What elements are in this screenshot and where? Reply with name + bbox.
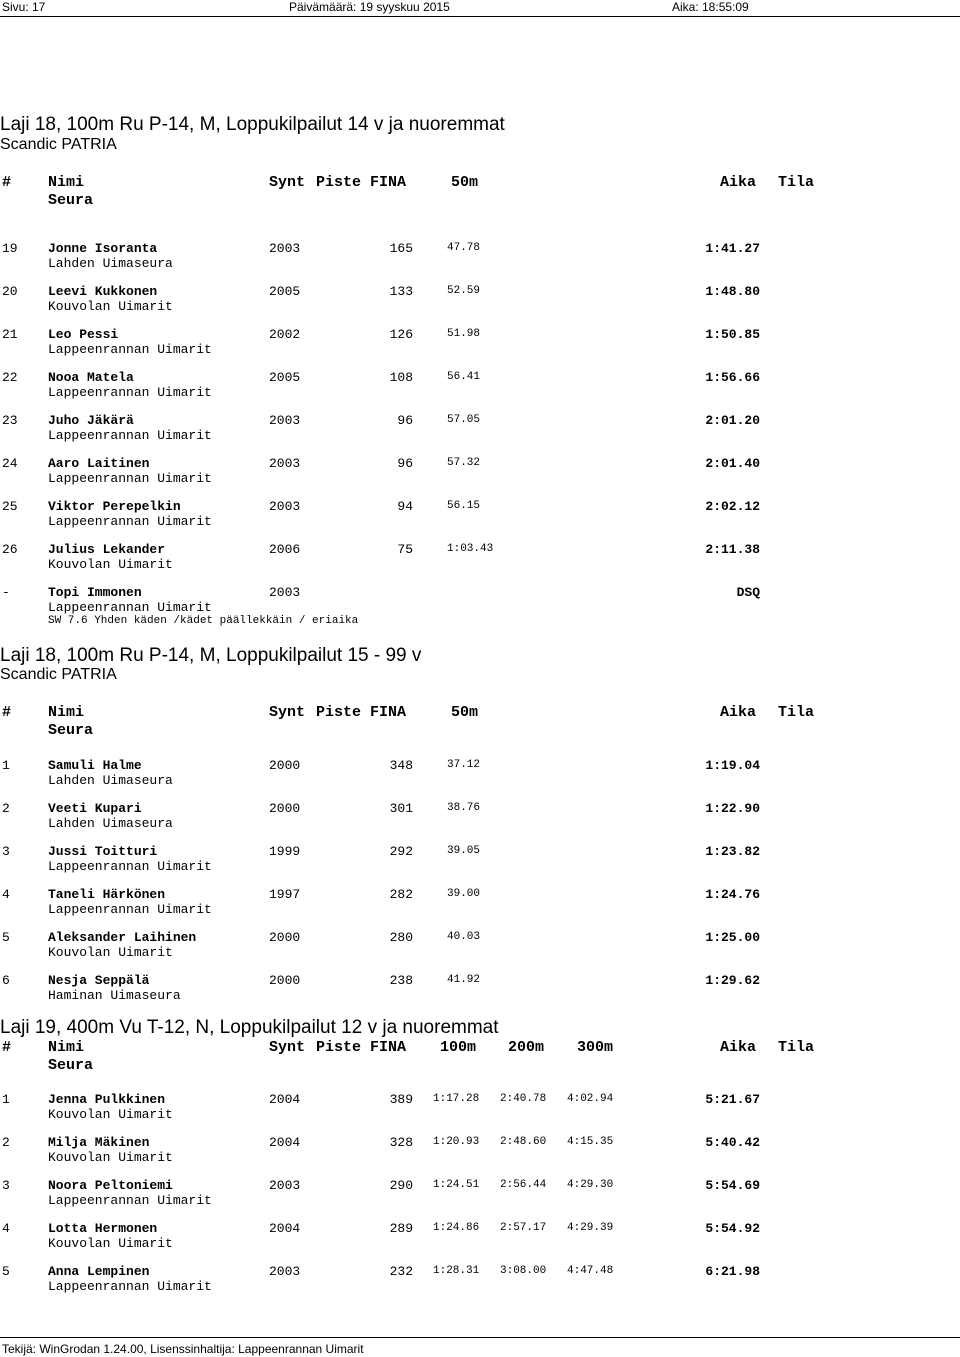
- athlete-club: Lappeenrannan Uimarit: [48, 1279, 212, 1294]
- final-time: 6:21.98: [705, 1264, 760, 1279]
- result-place: -: [2, 585, 10, 600]
- athlete-club: Lappeenrannan Uimarit: [48, 1193, 212, 1208]
- athlete-club: Lappeenrannan Uimarit: [48, 514, 212, 529]
- fina-points: 292: [389, 844, 413, 859]
- result-place: 1: [2, 1092, 10, 1107]
- col-header-name: Nimi: [48, 174, 85, 191]
- fina-points: 108: [389, 370, 413, 385]
- col-header-club: Seura: [48, 722, 94, 739]
- col-header-year: Synt: [269, 704, 306, 721]
- birth-year: 1999: [269, 844, 301, 859]
- event-title: Laji 19, 400m Vu T-12, N, Loppukilpailut 12 v ja nuoremmat: [0, 1017, 499, 1038]
- result-place: 25: [2, 499, 18, 514]
- col-header-time: Aika: [720, 704, 757, 721]
- col-header-points: Piste FINA: [316, 1039, 407, 1056]
- athlete-name: Taneli Härkönen: [48, 887, 166, 902]
- athlete-club: Lappeenrannan Uimarit: [48, 471, 212, 486]
- birth-year: 2005: [269, 370, 301, 385]
- athlete-name: Topi Immonen: [48, 585, 142, 600]
- col-header-club: Seura: [48, 1057, 94, 1074]
- split-time: 1:24.51: [433, 1179, 480, 1191]
- athlete-name: Leevi Kukkonen: [48, 284, 158, 299]
- disqualification-note: SW 7.6 Yhden käden /kädet päällekkäin / eriaika: [48, 615, 359, 627]
- final-time: 5:21.67: [705, 1092, 760, 1107]
- athlete-name: Jussi Toitturi: [48, 844, 158, 859]
- final-time: 2:01.20: [705, 413, 760, 428]
- birth-year: 2002: [269, 327, 301, 342]
- event-sponsor: Scandic PATRIA: [0, 666, 117, 683]
- result-place: 5: [2, 1264, 10, 1279]
- event-title: Laji 18, 100m Ru P-14, M, Loppukilpailut 15 - 99 v: [0, 645, 422, 666]
- final-time: 1:48.80: [705, 284, 760, 299]
- fina-points: 232: [389, 1264, 413, 1279]
- athlete-club: Kouvolan Uimarit: [48, 1107, 173, 1122]
- athlete-name: Lotta Hermonen: [48, 1221, 158, 1236]
- footer-text: Tekijä: WinGrodan 1.24.00, Lisenssinhaltija: Lappeenrannan Uimarit: [2, 1342, 364, 1356]
- col-header-split: 50m: [451, 174, 479, 191]
- final-time: 1:29.62: [705, 973, 760, 988]
- final-time: 2:11.38: [705, 542, 760, 557]
- split-time: 4:29.39: [567, 1222, 614, 1234]
- final-time: 1:19.04: [705, 758, 760, 773]
- final-time: 2:02.12: [705, 499, 760, 514]
- birth-year: 2003: [269, 1178, 301, 1193]
- fina-points: 280: [389, 930, 413, 945]
- athlete-club: Kouvolan Uimarit: [48, 557, 173, 572]
- split-time: 1:24.86: [433, 1222, 480, 1234]
- athlete-club: Haminan Uimaseura: [48, 988, 181, 1003]
- final-time: DSQ: [736, 585, 760, 600]
- col-header-points: Piste FINA: [316, 704, 407, 721]
- col-header-time: Aika: [720, 174, 757, 191]
- split-time: 57.05: [447, 414, 481, 426]
- split-time: 37.12: [447, 759, 481, 771]
- result-place: 1: [2, 758, 10, 773]
- event-sponsor: Scandic PATRIA: [0, 136, 117, 153]
- split-time: 51.98: [447, 328, 481, 340]
- final-time: 1:50.85: [705, 327, 760, 342]
- col-header-split: 300m: [577, 1039, 614, 1056]
- athlete-name: Noora Peltoniemi: [48, 1178, 173, 1193]
- fina-points: 94: [397, 499, 413, 514]
- col-header-year: Synt: [269, 1039, 306, 1056]
- birth-year: 2003: [269, 1264, 301, 1279]
- athlete-name: Viktor Perepelkin: [48, 499, 181, 514]
- result-place: 3: [2, 1178, 10, 1193]
- split-time: 2:57.17: [500, 1222, 547, 1234]
- split-time: 56.15: [447, 500, 481, 512]
- birth-year: 2000: [269, 801, 301, 816]
- athlete-club: Lahden Uimaseura: [48, 816, 173, 831]
- athlete-club: Lahden Uimaseura: [48, 773, 173, 788]
- split-time: 1:17.28: [433, 1093, 480, 1105]
- col-header-split: 200m: [508, 1039, 545, 1056]
- col-header-year: Synt: [269, 174, 306, 191]
- athlete-name: Nooa Matela: [48, 370, 134, 385]
- fina-points: 389: [389, 1092, 413, 1107]
- birth-year: 2004: [269, 1221, 301, 1236]
- athlete-name: Julius Lekander: [48, 542, 166, 557]
- split-time: 57.32: [447, 457, 481, 469]
- split-time: 1:20.93: [433, 1136, 480, 1148]
- result-place: 2: [2, 1135, 10, 1150]
- col-header-place: #: [2, 704, 12, 721]
- final-time: 5:54.69: [705, 1178, 760, 1193]
- page-time: Aika: 18:55:09: [672, 0, 749, 14]
- col-header-place: #: [2, 174, 12, 191]
- result-place: 24: [2, 456, 18, 471]
- athlete-club: Lappeenrannan Uimarit: [48, 859, 212, 874]
- fina-points: 282: [389, 887, 413, 902]
- final-time: 5:40.42: [705, 1135, 760, 1150]
- page-date: Päivämäärä: 19 syyskuu 2015: [289, 0, 450, 14]
- birth-year: 2003: [269, 456, 301, 471]
- athlete-name: Anna Lempinen: [48, 1264, 150, 1279]
- split-time: 2:40.78: [500, 1093, 547, 1105]
- col-header-time: Aika: [720, 1039, 757, 1056]
- athlete-name: Jonne Isoranta: [48, 241, 158, 256]
- split-time: 4:29.30: [567, 1179, 614, 1191]
- athlete-club: Lappeenrannan Uimarit: [48, 385, 212, 400]
- result-place: 23: [2, 413, 18, 428]
- birth-year: 2003: [269, 585, 301, 600]
- birth-year: 2000: [269, 973, 301, 988]
- result-place: 5: [2, 930, 10, 945]
- birth-year: 2000: [269, 758, 301, 773]
- athlete-name: Jenna Pulkkinen: [48, 1092, 166, 1107]
- split-time: 40.03: [447, 931, 481, 943]
- athlete-name: Nesja Seppälä: [48, 973, 150, 988]
- birth-year: 2000: [269, 930, 301, 945]
- athlete-name: Veeti Kupari: [48, 801, 142, 816]
- result-place: 4: [2, 1221, 10, 1236]
- birth-year: 2003: [269, 241, 301, 256]
- athlete-name: Aaro Laitinen: [48, 456, 150, 471]
- fina-points: 96: [397, 456, 413, 471]
- result-place: 3: [2, 844, 10, 859]
- fina-points: 290: [389, 1178, 413, 1193]
- fina-points: 328: [389, 1135, 413, 1150]
- fina-points: 126: [389, 327, 413, 342]
- split-time: 4:02.94: [567, 1093, 614, 1105]
- fina-points: 133: [389, 284, 413, 299]
- final-time: 1:25.00: [705, 930, 760, 945]
- final-time: 5:54.92: [705, 1221, 760, 1236]
- final-time: 1:22.90: [705, 801, 760, 816]
- split-time: 56.41: [447, 371, 481, 383]
- final-time: 1:24.76: [705, 887, 760, 902]
- result-place: 4: [2, 887, 10, 902]
- athlete-club: Lappeenrannan Uimarit: [48, 600, 212, 615]
- fina-points: 348: [389, 758, 413, 773]
- birth-year: 2003: [269, 499, 301, 514]
- split-time: 39.05: [447, 845, 481, 857]
- split-time: 38.76: [447, 802, 481, 814]
- col-header-place: #: [2, 1039, 12, 1056]
- fina-points: 96: [397, 413, 413, 428]
- page-number: Sivu: 17: [2, 0, 46, 14]
- split-time: 2:56.44: [500, 1179, 547, 1191]
- birth-year: 1997: [269, 887, 301, 902]
- split-time: 41.92: [447, 974, 481, 986]
- header-divider: [0, 16, 960, 17]
- athlete-name: Samuli Halme: [48, 758, 142, 773]
- col-header-status: Tila: [778, 174, 815, 191]
- birth-year: 2006: [269, 542, 301, 557]
- split-time: 3:08.00: [500, 1265, 547, 1277]
- final-time: 1:41.27: [705, 241, 760, 256]
- athlete-name: Leo Pessi: [48, 327, 119, 342]
- split-time: 1:28.31: [433, 1265, 480, 1277]
- footer-divider: [0, 1337, 960, 1338]
- col-header-split: 50m: [451, 704, 479, 721]
- athlete-club: Lahden Uimaseura: [48, 256, 173, 271]
- result-place: 2: [2, 801, 10, 816]
- result-place: 19: [2, 241, 18, 256]
- split-time: 4:15.35: [567, 1136, 614, 1148]
- athlete-name: Aleksander Laihinen: [48, 930, 197, 945]
- split-time: 2:48.60: [500, 1136, 547, 1148]
- fina-points: 289: [389, 1221, 413, 1236]
- fina-points: 238: [389, 973, 413, 988]
- birth-year: 2005: [269, 284, 301, 299]
- athlete-club: Lappeenrannan Uimarit: [48, 428, 212, 443]
- col-header-name: Nimi: [48, 704, 85, 721]
- result-place: 6: [2, 973, 10, 988]
- fina-points: 75: [397, 542, 413, 557]
- birth-year: 2004: [269, 1092, 301, 1107]
- event-title: Laji 18, 100m Ru P-14, M, Loppukilpailut 14 v ja nuoremmat: [0, 114, 505, 135]
- col-header-status: Tila: [778, 704, 815, 721]
- athlete-name: Juho Jäkärä: [48, 413, 134, 428]
- final-time: 2:01.40: [705, 456, 760, 471]
- col-header-club: Seura: [48, 192, 94, 209]
- result-place: 20: [2, 284, 18, 299]
- athlete-club: Lappeenrannan Uimarit: [48, 902, 212, 917]
- col-header-points: Piste FINA: [316, 174, 407, 191]
- split-time: 52.59: [447, 285, 481, 297]
- split-time: 39.00: [447, 888, 481, 900]
- split-time: 4:47.48: [567, 1265, 614, 1277]
- athlete-name: Milja Mäkinen: [48, 1135, 150, 1150]
- athlete-club: Kouvolan Uimarit: [48, 1236, 173, 1251]
- birth-year: 2004: [269, 1135, 301, 1150]
- col-header-split: 100m: [440, 1039, 477, 1056]
- birth-year: 2003: [269, 413, 301, 428]
- fina-points: 165: [389, 241, 413, 256]
- result-place: 26: [2, 542, 18, 557]
- split-time: 1:03.43: [447, 543, 494, 555]
- athlete-club: Lappeenrannan Uimarit: [48, 342, 212, 357]
- athlete-club: Kouvolan Uimarit: [48, 1150, 173, 1165]
- fina-points: 301: [389, 801, 413, 816]
- result-place: 22: [2, 370, 18, 385]
- athlete-club: Kouvolan Uimarit: [48, 945, 173, 960]
- athlete-club: Kouvolan Uimarit: [48, 299, 173, 314]
- split-time: 47.78: [447, 242, 481, 254]
- col-header-status: Tila: [778, 1039, 815, 1056]
- final-time: 1:23.82: [705, 844, 760, 859]
- col-header-name: Nimi: [48, 1039, 85, 1056]
- result-place: 21: [2, 327, 18, 342]
- final-time: 1:56.66: [705, 370, 760, 385]
